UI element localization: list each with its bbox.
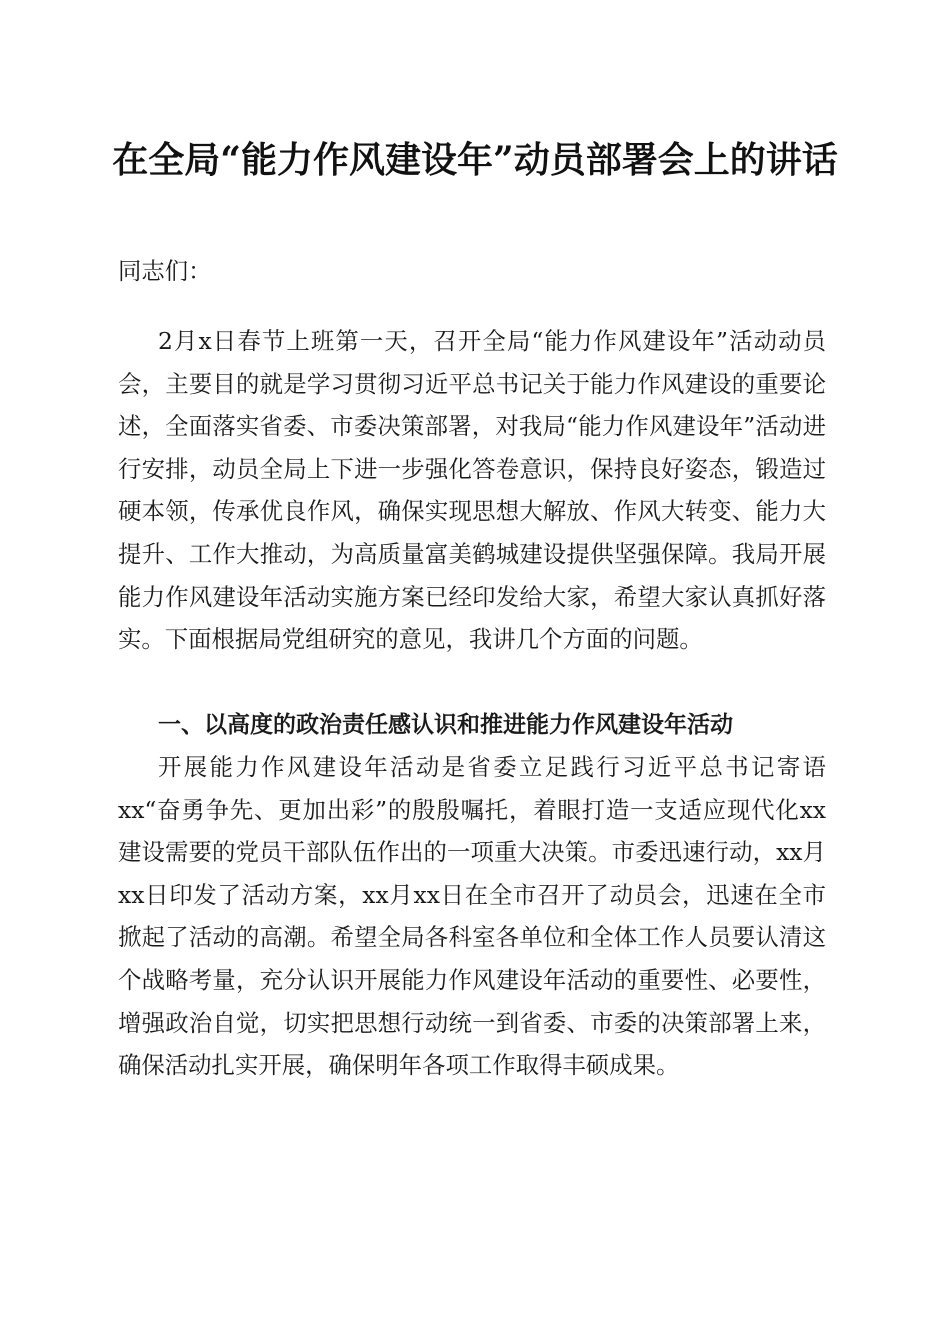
section-paragraph: 开展能力作风建设年活动是省委立足践行习近平总书记寄语xx“奋勇争先、更加出彩”的殷殷嘱托，着眼打造一支适应现代化xx建设需要的党员干部队伍作出的一项重大决策。市委迅速行动，xx月xx日印发了活动方案，xx月xx日在全市召开了动员会，迅速在全市掀起了活动的高潮。希望全局各科室各单位和全体工作人员要认清这个战略考量，充分认识开展能力作风建设年活动的重要性、必要性，增强政治自觉，切实把思想行动统一到省委、市委的决策部署上来，确保活动扎实开展，确保明年各项工作取得丰硕成果。 bbox=[118, 753, 826, 1080]
document-title: 在全局“能力作风建设年”动员部署会上的讲话 bbox=[112, 139, 838, 181]
salutation: 同志们： bbox=[118, 257, 212, 285]
intro-paragraph: 2月x日春节上班第一天，召开全局“能力作风建设年”活动动员会，主要目的就是学习贯彻习近平总书记关于能力作风建设的重要论述，全面落实省委、市委决策部署，对我局“能力作风建设年”活动进行安排，动员全局上下进一步强化答卷意识，保持良好姿态，锻造过硬本领，传承优良作风，确保实现思想大解放、作风大转变、能力大提升、工作大推动，为高质量富美鹤城建设提供坚强保障。我局开展能力作风建设年活动实施方案已经印发给大家，希望大家认真抓好落实。下面根据局党组研究的意见，我讲几个方面的问题。 bbox=[118, 327, 826, 654]
section-heading: 一、以高度的政治责任感认识和推进能力作风建设年活动 bbox=[158, 712, 733, 738]
